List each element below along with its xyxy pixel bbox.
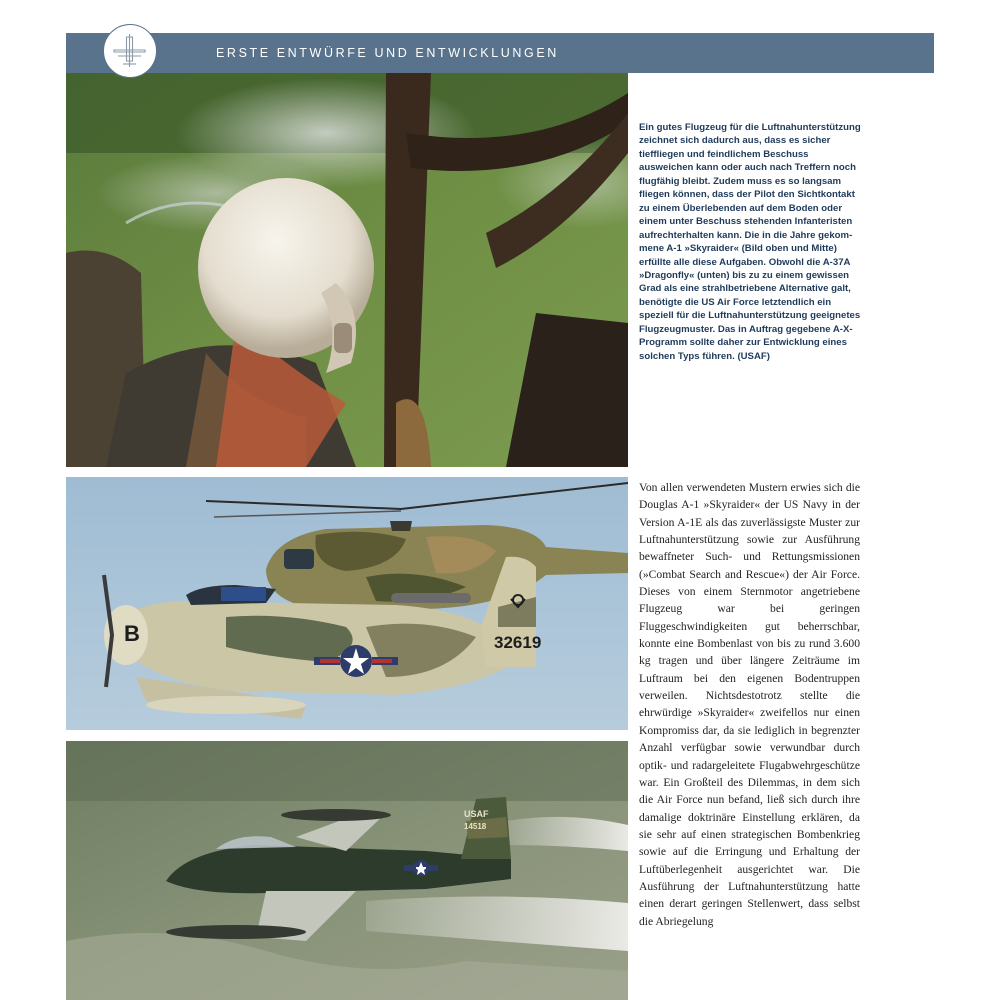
dragonfly-photo [66, 741, 628, 1000]
cockpit-view-photo [66, 73, 628, 467]
chapter-title: ERSTE ENTWÜRFE UND ENTWICKLUNGEN [216, 46, 559, 60]
skyraider-helicopter-photo [66, 477, 628, 730]
tail-text-usaf: USAF [464, 809, 489, 819]
photo-caption: Ein gutes Flugzeug für die Luftnahunterstützung zeichnet sich dadurch aus, dass es sicher tiefﬂiegen und feindlichem Beschuss ausweichen kann oder auch nach Treffern noch flugfähig bleibt. Zudem muss es so langsam fliegen können, dass der Pilot den Sichtkontakt zu einem Überlebenden auf dem Boden oder einem unter Beschuss stehenden Infanteristen aufrechterhalten kann. Die in die Jahre gekommene A-1 »Skyraider« (Bild oben und Mitte) erfüllte alle diese Aufgaben. Obwohl die A-37A »Dragonfly« (unten) bis zu zu einem gewissen Grad als eine strahlbetriebene Alternative galt, benötigte die US Air Force letztendlich ein speziell für die Luftnahunterstützung geeignetes Flugzeugmuster. Das in Auftrag gegebene A-X-Programm sollte daher zur Entwicklung eines solchen Typs führen. (USAF) [639, 122, 861, 362]
aircraft-code-label: B [124, 621, 140, 646]
body-paragraph: Von allen verwendeten Mustern erwies sich die Douglas A-1 »Skyraider« der US Navy in der Version A-1E als das zuverlässigste Muster zur Luftnahunterstützung sowie zur Ausführung bewaffneter Such- und Rettungsmissionen (»Combat Search and Rescue«) der Air Force. Dieses von einem Sternmotor angetriebene Flugzeug war bei geringen Fluggeschwindigkeiten gut beherrschbar, konnte eine Bombenlast von bis zu rund 3.600 kg tragen und über längere Zeiträume im Luftraum bei den eigenen Bodentruppen verweilen. Nichtsdestotrotz stellte die ehrwürdige »Skyraider« zweifellos nur einen Kompromiss dar, da sie lediglich in begrenzter Anzahl verfügbar sowie verwundbar durch optik- und radargeleitete Flugabwehrgeschütze war. Ein Großteil des Dilemmas, in dem sich die Air Force nun befand, ließ sich durch ihre damalige doktrinäre Einstellung erklären, da sie sehr auf einen strategischen Bombenkrieg sowie auf die Erringung und Erhaltung der Luftüberlegenheit ausgerichtet war. Die Ausführung der Luftnahunterstützung hatte einen derart geringen Stellenwert, dass selbst die Abriegelung [639, 481, 860, 928]
tail-number-label: 32619 [494, 633, 542, 652]
chapter-header-bar [66, 33, 934, 73]
tail-text-serial: 14518 [464, 822, 487, 831]
aircraft-silhouette-icon [103, 24, 157, 78]
